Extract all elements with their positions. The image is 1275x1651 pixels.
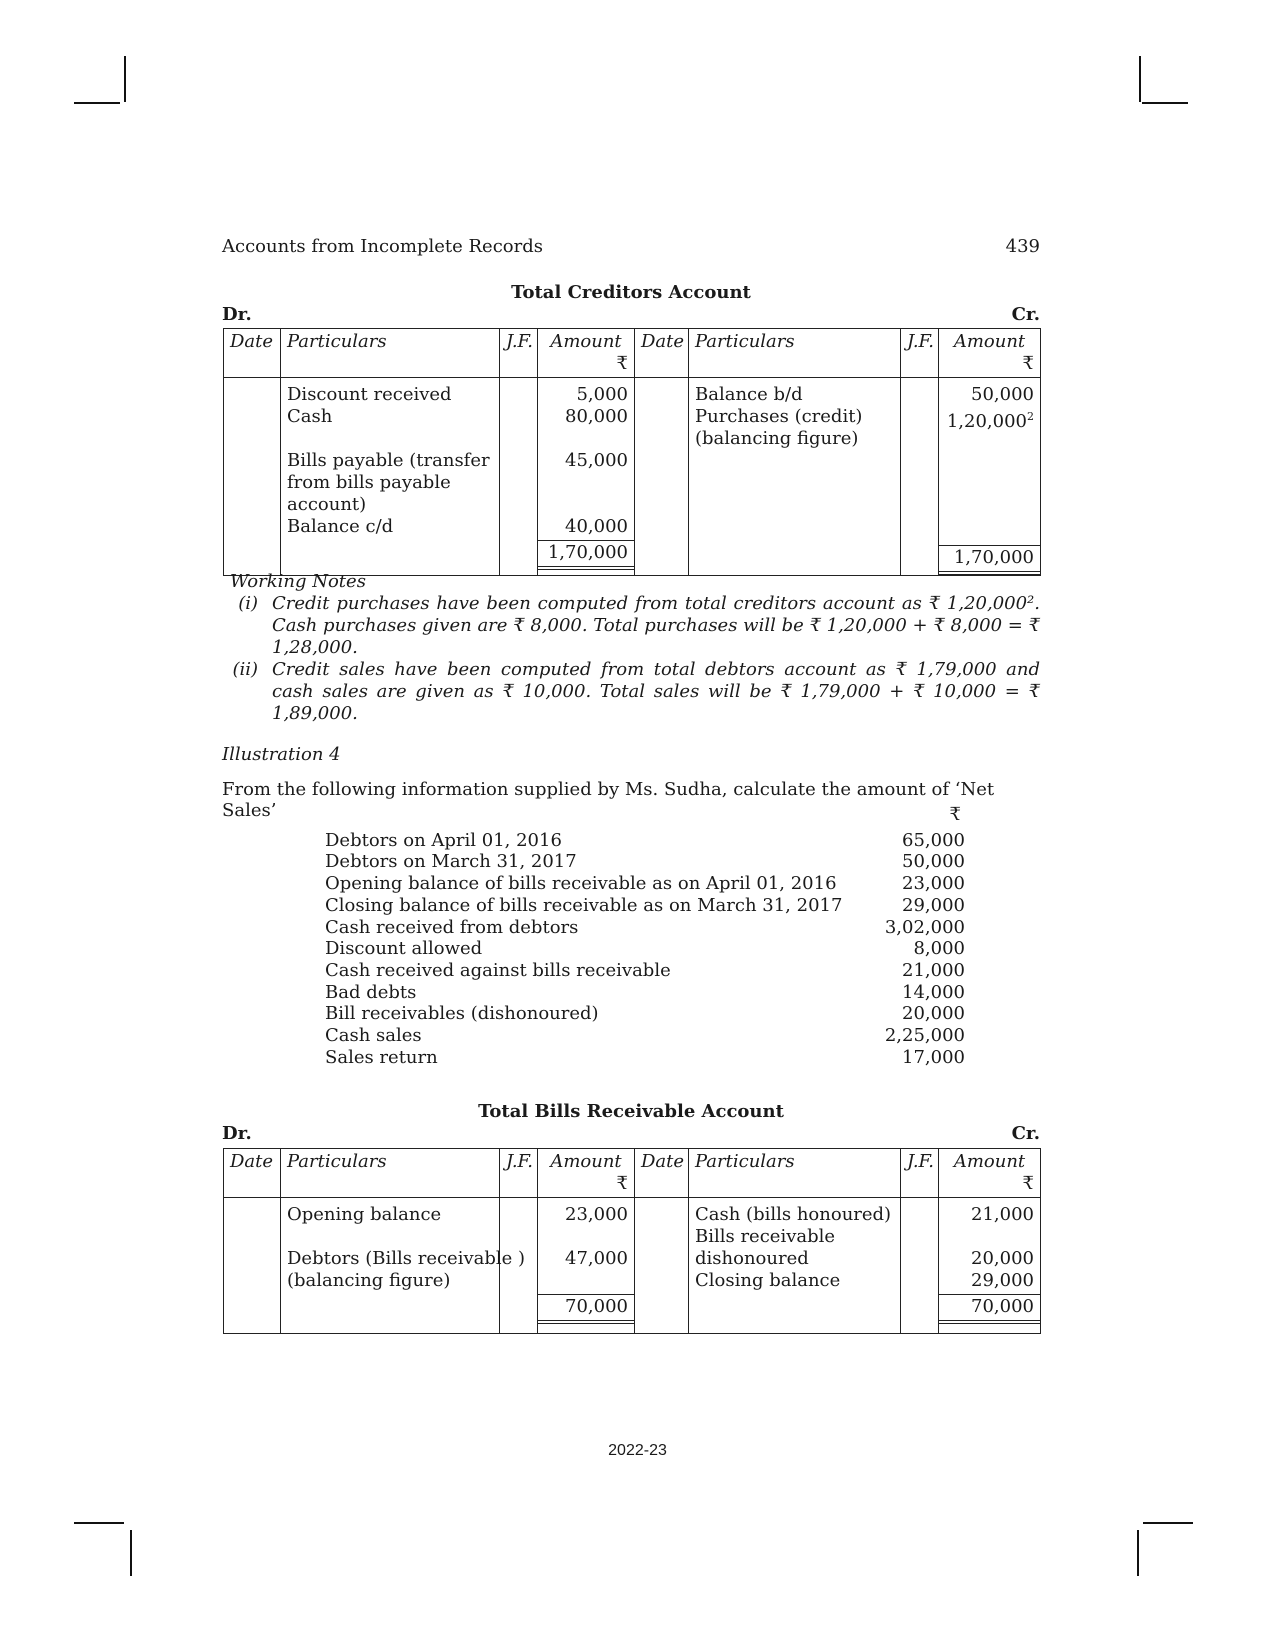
- credit-particulars: Cash (bills honoured) Bills receivable dishonoured Closing balance: [689, 1198, 901, 1334]
- footer-year: 2022-23: [608, 1442, 667, 1459]
- crop-mark-top-left-v: [124, 56, 126, 102]
- debit-amounts: 23,000 47,000 70,000: [538, 1198, 635, 1334]
- col-particulars: Particulars: [281, 1149, 500, 1198]
- bills-drcr-row: [222, 1123, 1040, 1144]
- list-item: Cash received against bills receivable 21,000: [325, 959, 965, 981]
- crop-mark-top-right-h: [1142, 102, 1188, 104]
- chapter-title: Accounts from Incomplete Records: [222, 236, 543, 257]
- list-item: Cash received from debtors 3,02,000: [325, 916, 965, 938]
- running-header: [222, 236, 1040, 257]
- ledger-header-row: [224, 1149, 1041, 1198]
- col-date: Date: [224, 1149, 281, 1198]
- creditors-ledger-table: [223, 328, 1041, 576]
- credit-amounts: 50,000 1,20,000$^2$ 1,70,000: [939, 378, 1041, 576]
- illustration-intro: From the following information supplied by Ms. Sudha, calculate the amount of ‘Net Sales’: [222, 779, 995, 821]
- debit-particulars: Opening balance Debtors (Bills receivable ) (balancing figure): [281, 1198, 500, 1334]
- col-jf: J.F.: [901, 329, 939, 378]
- list-item: Debtors on March 31, 2017 50,000: [325, 851, 965, 873]
- debit-particulars: Discount received Cash Bills payable (transfer from bills payable account) Balance c/d: [281, 378, 500, 576]
- list-item: Bill receivables (dishonoured) 20,000: [325, 1003, 965, 1025]
- col-amount: Amount ₹: [538, 1149, 635, 1198]
- working-notes-heading: Working Notes: [230, 571, 366, 592]
- ledger-header-row: [224, 329, 1041, 378]
- col-jf: J.F.: [500, 329, 538, 378]
- dr-label: Dr.: [222, 1123, 252, 1144]
- col-date: Date: [224, 329, 281, 378]
- illustration-label: Illustration 4: [222, 744, 341, 765]
- dr-label: Dr.: [222, 304, 252, 325]
- list-item: Opening balance of bills receivable as on April 01, 2016 23,000: [325, 873, 965, 895]
- col-amount: Amount ₹: [939, 1149, 1041, 1198]
- col-date: Date: [635, 329, 689, 378]
- col-date: Date: [635, 1149, 689, 1198]
- list-item: Closing balance of bills receivable as on March 31, 2017 29,000: [325, 894, 965, 916]
- credit-amounts: 21,000 20,000 29,000 70,000: [939, 1198, 1041, 1334]
- crop-mark-top-left-h: [74, 102, 120, 104]
- list-item: Sales return 17,000: [325, 1046, 965, 1068]
- list-item: Bad debts 14,000: [325, 981, 965, 1003]
- col-amount: Amount ₹: [538, 329, 635, 378]
- col-jf: J.F.: [500, 1149, 538, 1198]
- list-item: Cash sales 2,25,000: [325, 1025, 965, 1047]
- crop-mark-bottom-right-v: [1137, 1530, 1139, 1576]
- col-particulars: Particulars: [281, 329, 500, 378]
- col-particulars: Particulars: [689, 329, 901, 378]
- col-particulars: Particulars: [689, 1149, 901, 1198]
- debit-total: 70,000: [538, 1294, 634, 1324]
- cr-label: Cr.: [1011, 1123, 1040, 1144]
- creditors-account-title: Total Creditors Account: [511, 282, 751, 303]
- working-note-item: (i) Credit purchases have been computed from total creditors account as ₹ 1,20,000². Cash purchases given are ₹ 8,000. Total purchases will be ₹ 1,20,000 + ₹ 8,000 = ₹ 1,28,000.: [238, 593, 1040, 658]
- credit-total: 1,70,000: [939, 545, 1040, 575]
- list-item: Debtors on April 01, 2016 65,000: [325, 829, 965, 851]
- working-note-item: (ii) Credit sales have been computed from total debtors account as ₹ 1,79,000 and cash sales are given as ₹ 10,000. Total sales will be ₹ 1,79,000 + ₹ 10,000 = ₹ 1,89,000.: [232, 659, 1040, 724]
- bills-ledger-table: [223, 1148, 1041, 1334]
- bills-account-title: Total Bills Receivable Account: [478, 1101, 784, 1122]
- crop-mark-bottom-left-v: [130, 1530, 132, 1576]
- creditors-drcr-row: [222, 304, 1040, 325]
- debit-amounts: 5,000 80,000 45,000 40,000 1,70,000: [538, 378, 635, 576]
- illustration-data-list: [325, 804, 965, 1068]
- list-item: Discount allowed 8,000: [325, 938, 965, 960]
- debit-total: 1,70,000: [538, 540, 634, 570]
- page-number: 439: [1005, 236, 1040, 257]
- working-notes: [222, 571, 1040, 725]
- ledger-body-row: [224, 378, 1041, 576]
- cr-label: Cr.: [1011, 304, 1040, 325]
- crop-mark-bottom-left-h: [74, 1522, 124, 1524]
- ledger-body-row: [224, 1198, 1041, 1334]
- credit-particulars: Balance b/d Purchases (credit) (balancing figure): [689, 378, 901, 576]
- credit-total: 70,000: [939, 1294, 1040, 1324]
- currency-row: ₹: [949, 804, 961, 825]
- col-jf: J.F.: [901, 1149, 939, 1198]
- crop-mark-bottom-right-h: [1143, 1522, 1193, 1524]
- col-amount: Amount ₹: [939, 329, 1041, 378]
- crop-mark-top-right-v: [1139, 56, 1141, 102]
